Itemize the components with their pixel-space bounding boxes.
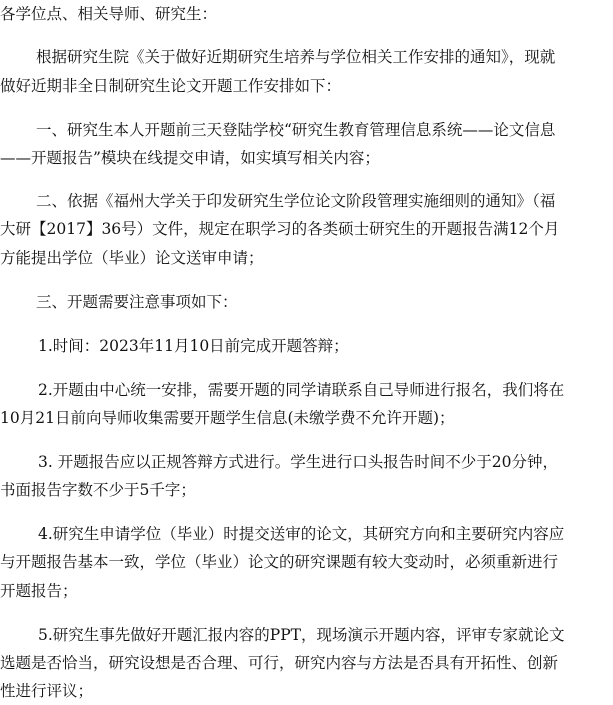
note3-line-2: 书面报告字数不少于5千字；: [0, 481, 196, 499]
note1: 1.时间：2023年11月10日前完成开题答辩；: [38, 337, 349, 355]
item2-line-1: 二、依据《福州大学关于印发研究生学位论文阶段管理实施细则的通知》（福: [36, 192, 556, 210]
intro-line-1: 根据研究生院《关于做好近期研究生培养与学位相关工作安排的通知》，现就: [36, 48, 556, 66]
note2-line-2: 10月21日前向导师收集需要开题学生信息(未缴学费不允许开题)；: [0, 409, 455, 427]
note5-line-3: 性进行评议；: [0, 682, 94, 700]
item2-line-2: 大研【2017】36号）文件，规定在职学习的各类硕士研究生的开题报告满12个月: [0, 220, 560, 238]
item2-line-3: 方能提出学位（毕业）论文送审申请；: [0, 249, 264, 267]
note5-line-2: 选题是否恰当，研究设想是否合理、可行，研究内容与方法是否具有开拓性、创新: [0, 654, 559, 672]
item1-line-1: 一、研究生本人开题前三天登陆学校“研究生教育管理信息系统——论文信息: [36, 121, 556, 139]
salutation: 各学位点、相关导师、研究生：: [0, 5, 218, 23]
note3-line-1: 3. 开题报告应以正规答辩方式进行。学生进行口头报告时间不少于20分钟，: [38, 453, 558, 471]
note4-line-3: 开题报告；: [0, 582, 78, 600]
note5-line-1: 5.研究生事先做好开题汇报内容的PPT，现场演示开题内容，评审专家就论文: [38, 626, 565, 644]
note2-line-1: 2.开题由中心统一安排，需要开题的同学请联系自己导师进行报名，我们将在: [38, 381, 565, 399]
item1-line-2: ——开题报告”模块在线提交申请，如实填写相关内容；: [0, 149, 380, 167]
intro-line-2: 做好近期非全日制研究生论文开题工作安排如下：: [0, 77, 342, 95]
note4-line-1: 4.研究生申请学位（毕业）时提交送审的论文，其研究方向和主要研究内容应: [38, 525, 565, 543]
item3-heading: 三、开题需要注意事项如下：: [36, 293, 238, 311]
note4-line-2: 与开题报告基本一致，学位（毕业）论文的研究课题有较大变动时，必须重新进行: [0, 553, 559, 571]
